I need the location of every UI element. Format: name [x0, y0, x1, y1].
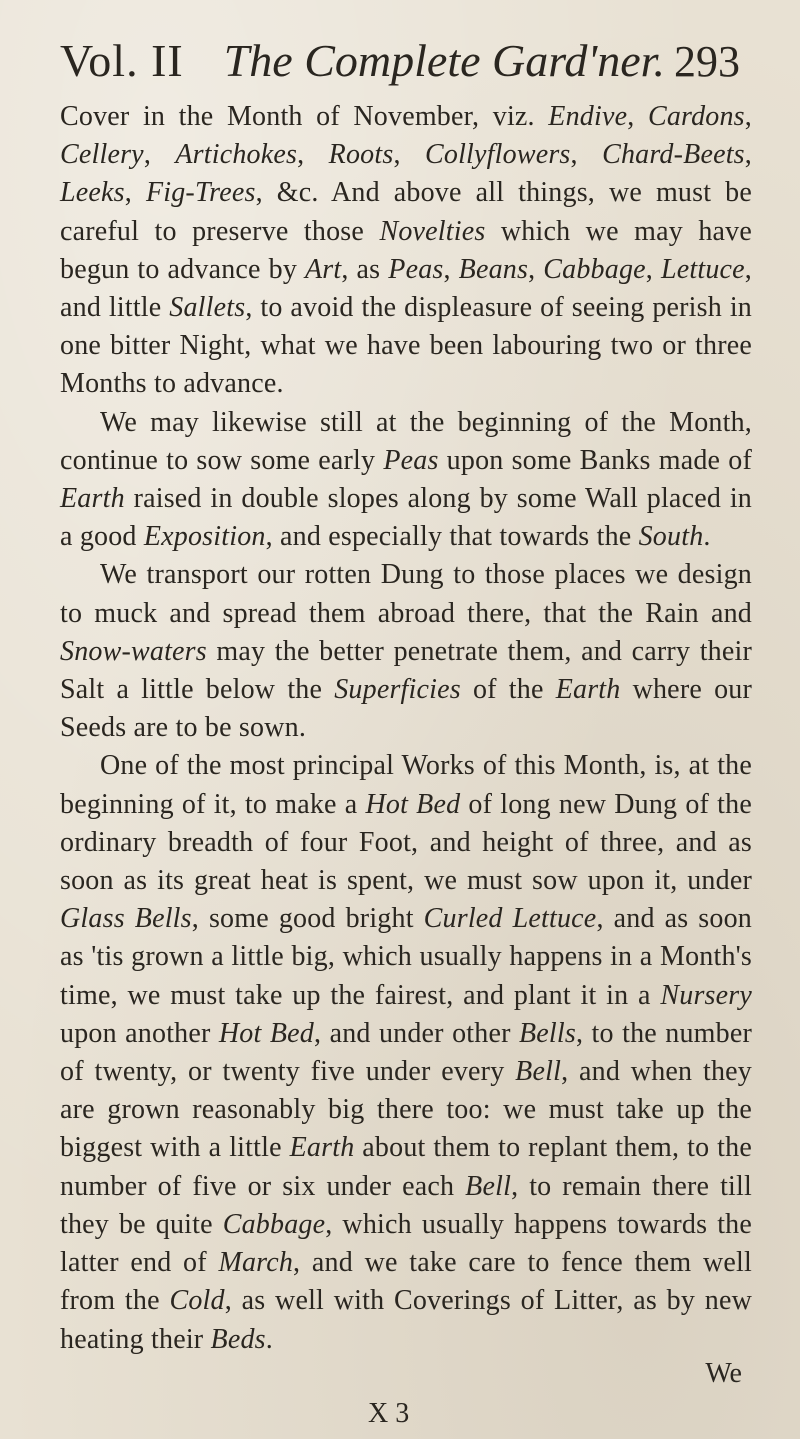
italic-term: Novelties — [379, 215, 486, 247]
italic-term: Sallets — [169, 292, 246, 324]
italic-term: Nursery — [660, 979, 752, 1011]
italic-term: Earth — [555, 674, 621, 706]
text-run: upon some Banks made of — [438, 444, 752, 476]
text-run: , — [297, 139, 329, 171]
text-run: , and under other — [314, 1017, 519, 1049]
text-run: of long new Dung of the ordinary breadth of four Foot, and height of three, and as soon as its great heat is spent, we must sow upon it, under — [60, 788, 752, 897]
body-text — [60, 98, 752, 1359]
italic-term: Artichokes — [175, 139, 298, 171]
text-run: , — [744, 139, 752, 171]
paragraph-hot-bed — [60, 747, 752, 1358]
paragraph-cover-november — [60, 98, 752, 404]
italic-term: Roots — [328, 139, 394, 171]
text-run: upon another — [60, 1017, 219, 1049]
text-run: raised in double slopes along by some Wall placed in a good — [60, 483, 752, 553]
italic-term: Superficies — [334, 674, 461, 706]
italic-term: Earth — [60, 483, 125, 515]
italic-term: Bell — [515, 1056, 562, 1088]
signature-mark: X 3 — [368, 1398, 410, 1429]
text-run: , — [393, 139, 425, 171]
text-run: , — [627, 101, 648, 132]
italic-term: Peas — [388, 253, 444, 285]
italic-term: Cabbage — [222, 1208, 326, 1240]
text-run: , as well with Coverings of Litter, as by new heating their — [60, 1285, 752, 1355]
running-header — [60, 34, 752, 92]
italic-term: Endive — [548, 101, 628, 132]
paragraph-transport-dung — [60, 556, 752, 747]
catchword: We — [705, 1358, 742, 1389]
text-run: , and we take care to fence them well from the — [60, 1247, 752, 1317]
text-run: where our Seeds are to be sown. — [60, 674, 752, 744]
italic-term: Cardons — [647, 101, 745, 132]
italic-term: Fig-Trees — [145, 177, 256, 209]
italic-term: Collyflowers — [425, 139, 571, 171]
text-run: , — [528, 253, 544, 285]
italic-term: Snow-waters — [60, 635, 207, 667]
text-run: , which usually happens towards the latter end of — [60, 1208, 753, 1279]
italic-term: Earth — [289, 1132, 355, 1164]
italic-term: Beans — [458, 253, 529, 285]
text-run: , — [645, 253, 661, 285]
text-run: Cover in the Month of November, viz. — [60, 101, 549, 132]
text-run: of the — [460, 674, 556, 706]
text-run: , and when they are grown reasonably big there too: we must take up the biggest with a little — [60, 1056, 752, 1164]
text-run: , to remain there till they be quite — [60, 1170, 752, 1240]
paragraph-sow-peas — [60, 404, 752, 557]
text-run: may the better penetrate them, and carry their Salt a little below the — [60, 635, 752, 706]
text-run: , as — [341, 253, 389, 285]
italic-term: March — [218, 1247, 294, 1279]
italic-term: Lettuce — [660, 253, 745, 285]
italic-term: Glass Bells — [60, 903, 192, 935]
italic-term: Chard-Beets — [602, 139, 745, 171]
italic-term: Cabbage — [543, 253, 646, 285]
text-run: , to avoid the displeasure of seeing perish in one bitter Night, what we have been labouring two or three Months to advance. — [60, 292, 752, 400]
text-run: , and little — [60, 253, 752, 324]
italic-term: Curled Lettuce — [423, 903, 597, 935]
text-run: . — [265, 1323, 273, 1355]
italic-term: Peas — [383, 444, 439, 476]
text-run: , to the number of twenty, or twenty five under every — [60, 1017, 752, 1088]
running-title: The Complete Gard'ner. — [223, 35, 665, 86]
text-run: , some good bright — [191, 903, 424, 935]
text-run: , and as soon as 'tis grown a little big, which usually happens in a Month's time, we must take up the fairest, and plant it in a — [60, 903, 753, 1011]
text-run: . — [703, 521, 711, 553]
text-run: , — [124, 177, 146, 209]
italic-term: Beds — [210, 1323, 266, 1355]
text-run: about them to replant them, to the number of five or six under each — [60, 1132, 752, 1202]
italic-term: Cold — [169, 1285, 225, 1317]
italic-term: Cellery — [60, 139, 144, 171]
text-run: , — [443, 253, 459, 285]
italic-term: Art — [305, 253, 342, 285]
text-run: We may likewise still at the beginning of the Month, continue to sow some early — [60, 406, 752, 476]
italic-term: Bells — [518, 1017, 576, 1049]
text-run: , — [143, 139, 176, 171]
text-run: , and especially that towards the — [265, 521, 639, 553]
page-number: 293 — [674, 37, 740, 86]
italic-term: Hot Bed — [218, 1017, 314, 1049]
volume-label: Vol. II — [60, 35, 184, 86]
italic-term: Hot Bed — [365, 788, 461, 820]
text-run: One of the most principal Works of this Month, is, at the beginning of it, to make a — [60, 750, 752, 820]
italic-term: Exposition — [143, 521, 266, 553]
text-run: , &c. And above all things, we must be careful to preserve those — [60, 177, 753, 247]
text-run: , — [570, 139, 603, 171]
text-run: , — [744, 101, 752, 132]
text-run: We transport our rotten Dung to those places we design to muck and spread them abroad there, that the Rain and — [60, 559, 752, 629]
text-run: which we may have begun to advance by — [60, 215, 752, 285]
italic-term: South — [638, 521, 704, 553]
page-footer — [60, 1358, 752, 1438]
italic-term: Leeks — [60, 177, 125, 209]
italic-term: Bell — [465, 1170, 512, 1202]
